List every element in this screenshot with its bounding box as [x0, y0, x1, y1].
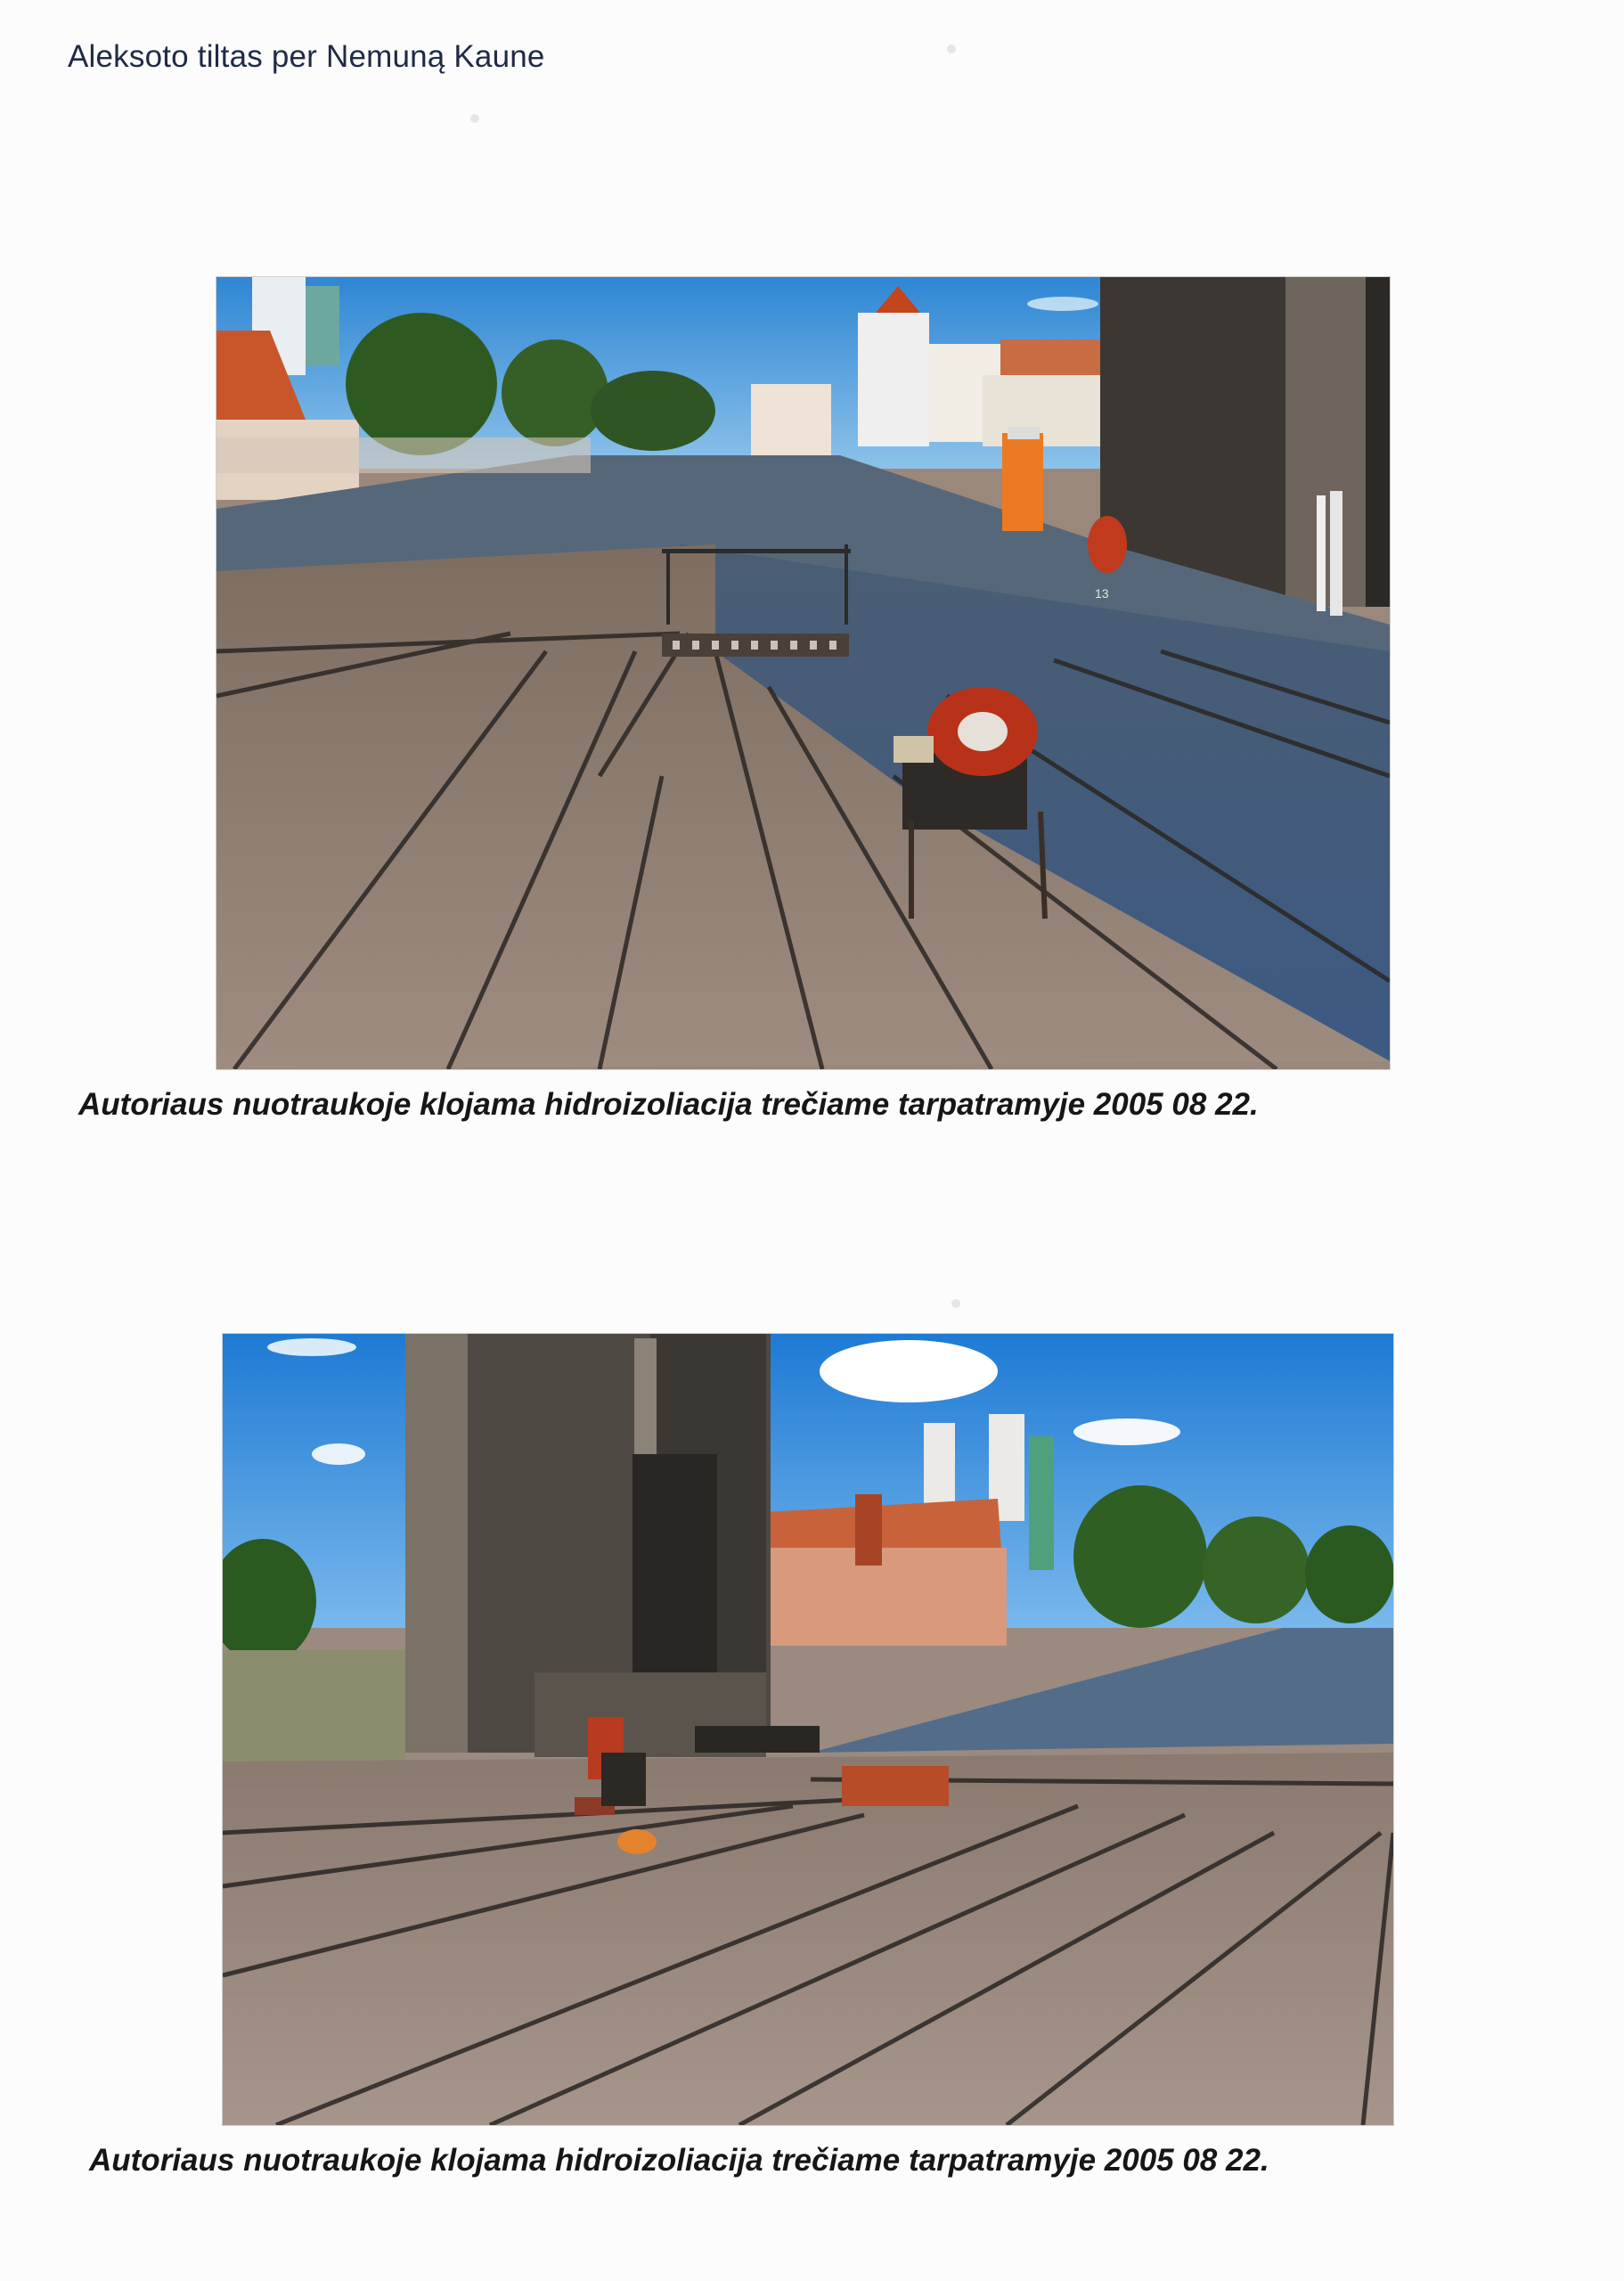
scan-speck: [951, 1299, 960, 1308]
photo-bridge-deck-waterproofing-1: [216, 277, 1390, 1069]
scan-speck: [947, 45, 956, 53]
cylinder-stamp: 13: [1095, 586, 1109, 601]
photo-1-caption: Autoriaus nuotraukoje klojama hidroizoliacija trečiame tarpatramyje 2005 08 22.: [78, 1087, 1259, 1122]
page-title: Aleksoto tiltas per Nemuną Kaune: [68, 39, 545, 74]
photo-bridge-deck-waterproofing-2: [223, 1334, 1393, 2125]
scan-speck: [470, 114, 479, 123]
photo-2-caption: Autoriaus nuotraukoje klojama hidroizoliacija trečiame tarpatramyje 2005 08 22.: [89, 2143, 1269, 2178]
